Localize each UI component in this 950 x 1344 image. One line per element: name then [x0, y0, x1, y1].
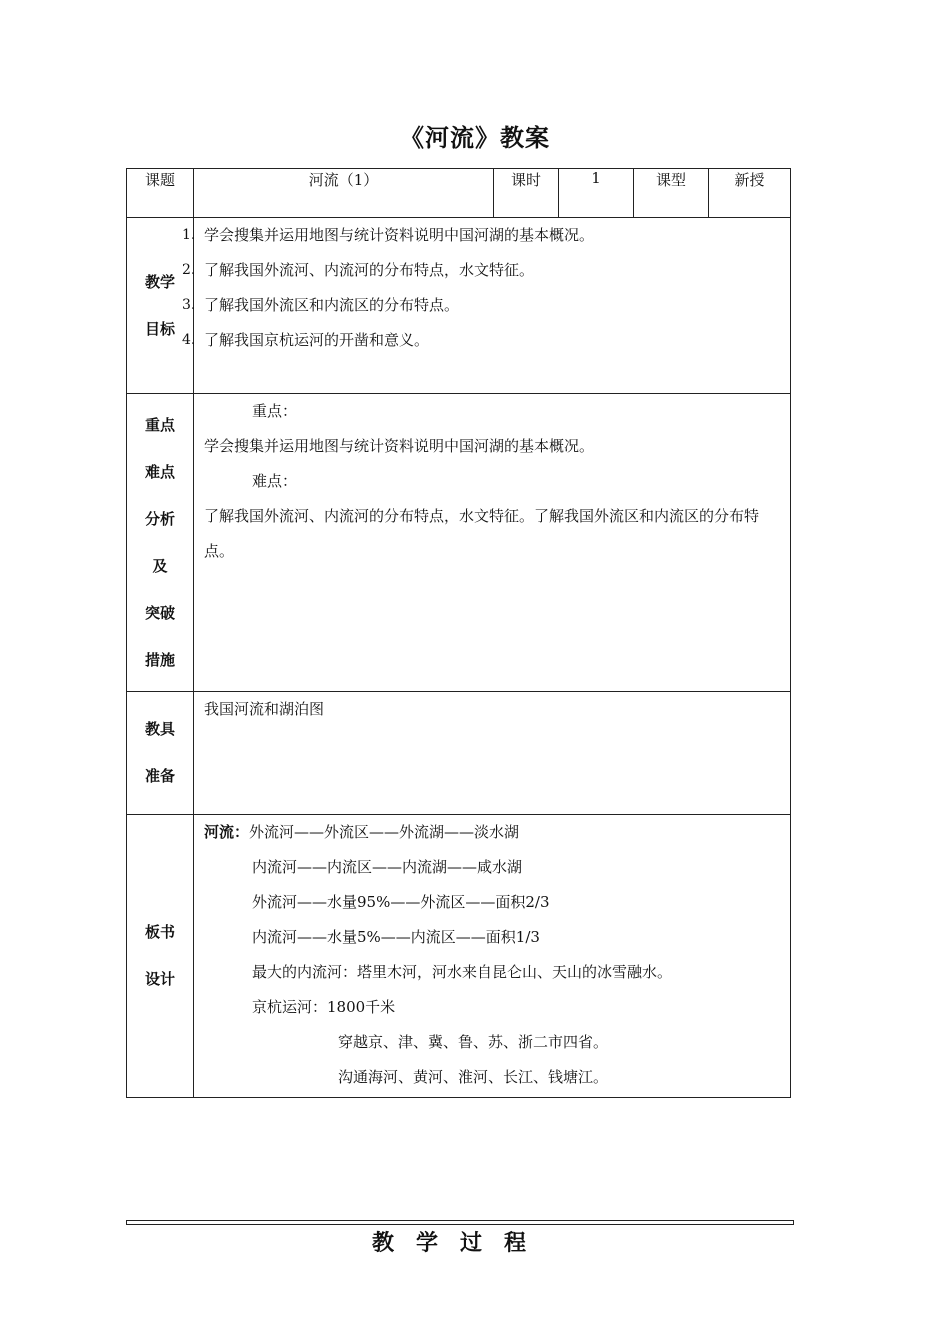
key-points-label: [127, 394, 194, 692]
objective-text: 学会搜集并运用地图与统计资料说明中国河湖的基本概况。: [204, 226, 595, 244]
divider-rule: [126, 1220, 794, 1225]
key-points-row: [127, 394, 791, 692]
objectives-content: [182, 218, 791, 394]
board-line: 内流河——内流区——内流湖——咸水湖: [252, 858, 523, 876]
label-line: 难点: [144, 462, 175, 481]
objective-number: 1.: [182, 227, 196, 243]
materials-label: [127, 692, 194, 815]
label-line: 重点: [144, 415, 175, 434]
board-first-line: [204, 815, 780, 850]
key-points-label-text: [127, 402, 193, 684]
objective-item: [182, 323, 780, 358]
objective-text: 了解我国京杭运河的开凿和意义。: [204, 331, 430, 349]
period-value: 1: [559, 169, 634, 218]
objective-item: [182, 253, 780, 288]
label-line: 设计: [144, 970, 175, 988]
label-line: 教具: [144, 720, 175, 738]
header-row: [127, 169, 791, 218]
period-label: 课时: [494, 169, 559, 218]
board-label-text: [127, 909, 193, 1003]
objective-text: 了解我国外流区和内流区的分布特点。: [204, 296, 460, 314]
objective-item: [182, 288, 780, 323]
board-sub-line: 沟通海河、黄河、淮河、长江、钱塘江。: [338, 1068, 609, 1086]
board-line: 京杭运河：1800千米: [252, 998, 396, 1016]
materials-content: [194, 692, 791, 815]
board-heading: 河流：: [204, 823, 250, 841]
key-point-text: 学会搜集并运用地图与统计资料说明中国河湖的基本概况。: [204, 437, 595, 455]
subject-label: 课题: [127, 169, 194, 218]
board-line: 最大的内流河：塔里木河，河水来自昆仑山、天山的冰雪融水。: [252, 963, 673, 981]
page-title: 《河流》教案: [400, 123, 550, 152]
type-label: 课型: [634, 169, 709, 218]
board-line: 内流河——水量5%——内流区——面积1/3: [252, 928, 540, 946]
label-line: 及: [152, 556, 168, 575]
difficult-point-text: 了解我国外流河、内流河的分布特点，水文特征。了解我国外流区和内流区的分布特点。: [204, 507, 760, 560]
label-line: 教学: [144, 272, 175, 291]
materials-label-text: [127, 706, 193, 800]
lesson-plan-table: [126, 168, 791, 1098]
label-line: 目标: [144, 319, 175, 338]
board-content: [194, 815, 791, 1098]
label-line: 准备: [144, 767, 175, 785]
label-line: 措施: [144, 650, 175, 669]
difficult-point-title: 难点：: [252, 472, 298, 490]
materials-row: [127, 692, 791, 815]
board-line: 外流河——水量95%——外流区——面积2/3: [252, 893, 550, 911]
objective-number: 3.: [182, 297, 196, 313]
materials-text: 我国河流和湖泊图: [204, 700, 325, 718]
board-row: [127, 815, 791, 1098]
objective-item: [182, 218, 780, 253]
label-line: 突破: [144, 603, 175, 622]
objectives-row: [127, 218, 791, 394]
key-points-content: [194, 394, 791, 692]
objective-number: 4.: [182, 332, 196, 348]
type-value: 新授: [709, 169, 791, 218]
label-line: 板书: [144, 923, 175, 941]
board-sub-line: 穿越京、津、冀、鲁、苏、浙二市四省。: [338, 1033, 609, 1051]
board-label: [127, 815, 194, 1098]
label-line: 分析: [144, 509, 175, 528]
objective-text: 了解我国外流河、内流河的分布特点，水文特征。: [204, 261, 535, 279]
objective-number: 2.: [182, 262, 196, 278]
section-heading: 教学过程: [371, 1230, 548, 1256]
subject-value: 河流（1）: [194, 169, 494, 218]
key-point-title: 重点：: [252, 402, 298, 420]
board-first-text: 外流河——外流区——外流湖——淡水湖: [249, 823, 520, 841]
